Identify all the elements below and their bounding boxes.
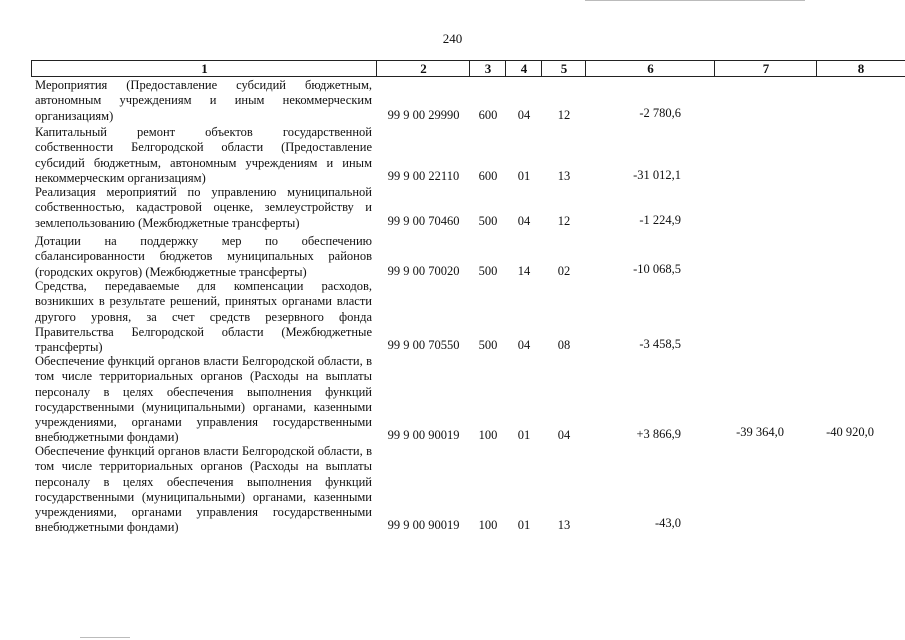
row-3-sum: -1 224,9 [639, 213, 681, 227]
header-col-6: 6 [585, 61, 715, 76]
row-4-vr: 500 [478, 264, 498, 278]
row-7-pr: 13 [557, 518, 571, 532]
row-4-pr: 02 [557, 264, 571, 278]
row-6-sum-col8: -40 920,0 [826, 425, 874, 439]
row-1-code: 99 9 00 29990 [387, 108, 460, 122]
row-5-pr: 08 [557, 338, 571, 352]
row-2-description: Капитальный ремонт объектов государственной собственности Белгородской области (Предоставление субсидий бюджетным, автономным учреждениям и иным некоммерческим организациям) [35, 125, 372, 185]
header-col-1: 1 [31, 61, 377, 76]
row-3-vr: 500 [478, 214, 498, 228]
row-1-pr: 12 [557, 108, 571, 122]
header-col-5: 5 [541, 61, 586, 76]
header-col-2: 2 [376, 61, 470, 76]
row-5-description: Средства, передаваемые для компенсации расходов, возникших в результате решений, принятых органами власти другого уровня, за счет средств резервного фонда Правительства Белгородской области (Межбюджетные трансферты) [35, 279, 372, 355]
row-4-rz: 14 [517, 264, 531, 278]
row-4-sum: -10 068,5 [633, 262, 681, 276]
row-1-sum: -2 780,6 [639, 106, 681, 120]
row-2-sum: -31 012,1 [633, 168, 681, 182]
row-7-description: Обеспечение функций органов власти Белгородской области, в том числе территориальных органов (Расходы на выплаты персоналу в целях обеспечения выполнения функций государственными (муниципальными) органами, казенными учреждениями, органами управления государственными внебюджетными фондами) [35, 444, 372, 535]
row-3-code: 99 9 00 70460 [387, 214, 460, 228]
table-header [31, 60, 905, 77]
row-3-rz: 04 [517, 214, 531, 228]
row-6-sum-col7: -39 364,0 [736, 425, 784, 439]
row-6-sum: +3 866,9 [636, 427, 681, 441]
header-col-4: 4 [505, 61, 542, 76]
scan-edge-top [585, 0, 805, 1]
scan-edge-bottom [80, 637, 130, 638]
row-1-rz: 04 [517, 108, 531, 122]
row-6-code: 99 9 00 90019 [387, 428, 460, 442]
row-4-description: Дотации на поддержку мер по обеспечению сбалансированности бюджетов муниципальных районов (городских округов) (Межбюджетные трансферты) [35, 234, 372, 279]
row-2-pr: 13 [557, 169, 571, 183]
row-2-rz: 01 [517, 169, 531, 183]
row-2-vr: 600 [478, 169, 498, 183]
row-5-code: 99 9 00 70550 [387, 338, 460, 352]
header-col-7: 7 [714, 61, 817, 76]
row-7-rz: 01 [517, 518, 531, 532]
header-col-8: 8 [816, 61, 905, 76]
page-number: 240 [442, 31, 463, 46]
row-5-sum: -3 458,5 [639, 337, 681, 351]
row-7-sum: -43,0 [654, 516, 681, 530]
row-6-rz: 01 [517, 428, 531, 442]
row-1-vr: 600 [478, 108, 498, 122]
row-6-vr: 100 [478, 428, 498, 442]
row-7-code: 99 9 00 90019 [387, 518, 460, 532]
row-6-pr: 04 [557, 428, 571, 442]
row-3-description: Реализация мероприятий по управлению муниципальной собственностью, кадастровой оценке, землеустройству и землепользованию (Межбюджетные трансферты) [35, 185, 372, 230]
row-7-vr: 100 [478, 518, 498, 532]
row-5-vr: 500 [478, 338, 498, 352]
row-4-code: 99 9 00 70020 [387, 264, 460, 278]
row-1-description: Мероприятия (Предоставление субсидий бюджетным, автономным учреждениям и иным некоммерческим организациям) [35, 78, 372, 123]
row-2-code: 99 9 00 22110 [387, 169, 460, 183]
row-5-rz: 04 [517, 338, 531, 352]
row-3-pr: 12 [557, 214, 571, 228]
header-col-3: 3 [469, 61, 506, 76]
row-6-description: Обеспечение функций органов власти Белгородской области, в том числе территориальных органов (Расходы на выплаты персоналу в целях обеспечения выполнения функций государственными (муниципальными) органами, казенными учреждениями, органами управления государственными внебюджетными фондами) [35, 354, 372, 445]
